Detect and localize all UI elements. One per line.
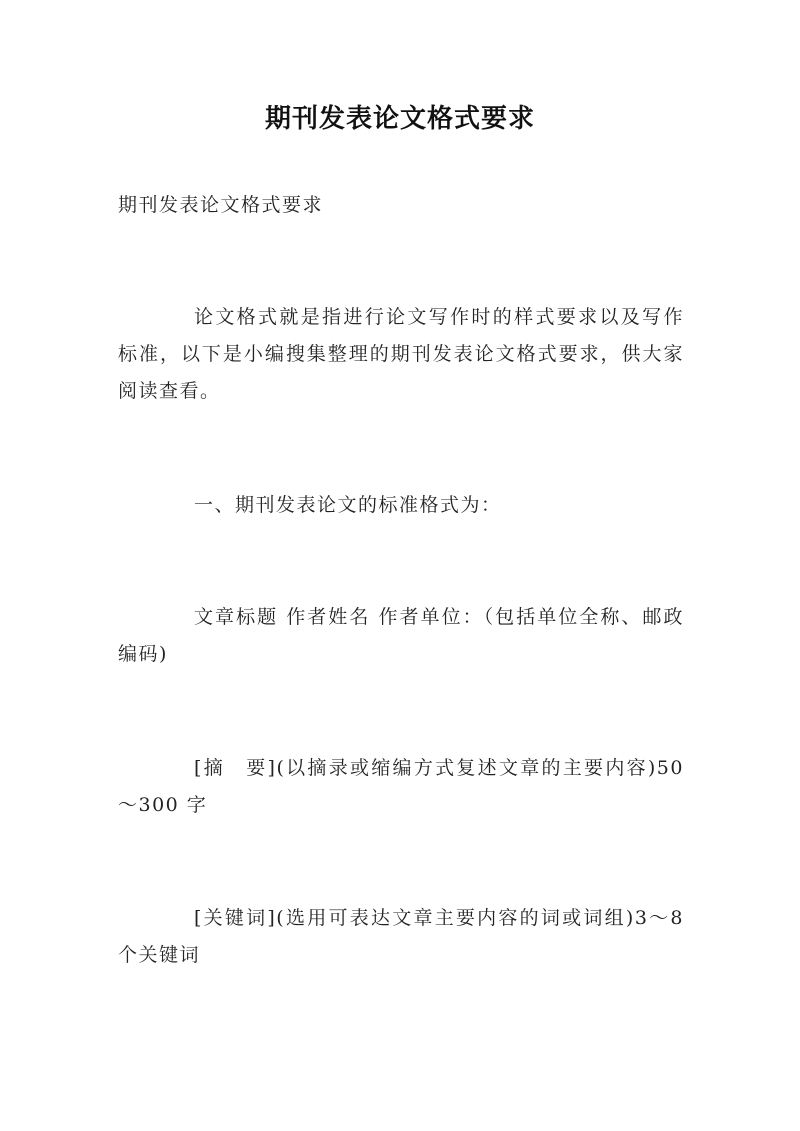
paragraph-abstract: [摘 要](以摘录或缩编方式复述文章的主要内容)50～300 字 (118, 757, 684, 816)
document-title: 期刊发表论文格式要求 (264, 104, 535, 134)
document-subtitle: 期刊发表论文格式要求 (118, 194, 324, 216)
paragraph-title-author: 文章标题 作者姓名 作者单位：（包括单位全称、邮政编码) (118, 606, 684, 665)
paragraph-intro: 论文格式就是指进行论文写作时的样式要求以及写作标准，以下是小编搜集整理的期刊发表论文格式要求，供大家阅读查看。 (118, 306, 684, 402)
paragraph-keywords: [关键词](选用可表达文章主要内容的词或词组)3～8 个关键词 (118, 907, 684, 966)
paragraph-section-heading: 一、期刊发表论文的标准格式为： (194, 494, 502, 516)
